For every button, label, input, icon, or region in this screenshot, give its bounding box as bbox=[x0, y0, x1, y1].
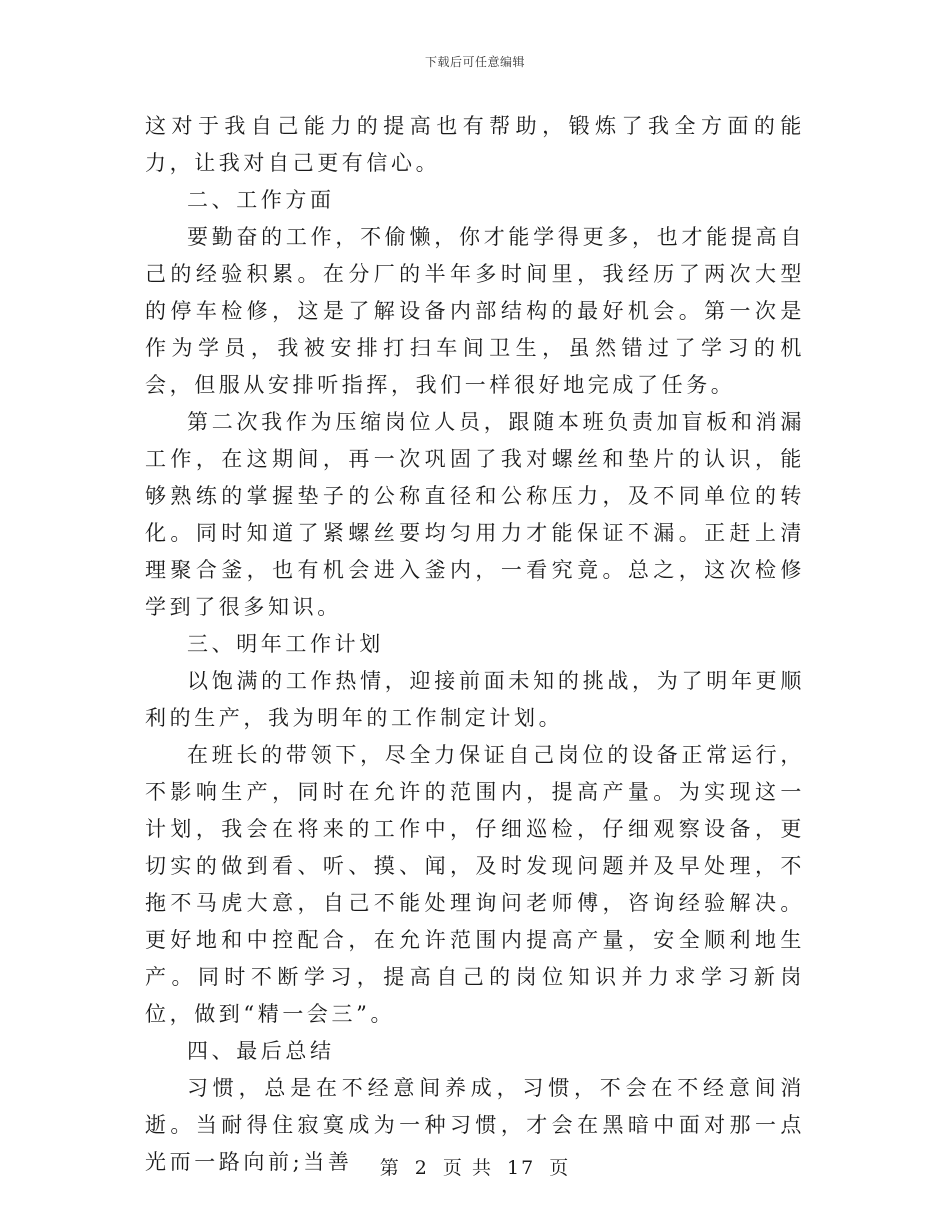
document-body bbox=[145, 108, 805, 1181]
section-heading-next-year-plan: 三、明年工作计划 bbox=[187, 632, 384, 656]
footer-middle: 页 共 bbox=[442, 1157, 493, 1179]
paragraph-summary: 习惯，总是在不经意间养成，习惯，不会在不经意间消逝。当耐得住寂寞成为一种习惯，才会在黑暗中面对那一点光而一路向前;当善 bbox=[145, 1076, 805, 1174]
paragraph-continued: 这对于我自己能力的提高也有帮助，锻炼了我全方面的能力，让我对自己更有信心。 bbox=[145, 114, 805, 175]
footer-suffix: 页 bbox=[549, 1157, 571, 1179]
footer-prefix: 第 bbox=[379, 1157, 401, 1179]
paragraph-second-overhaul: 第二次我作为压缩岗位人员，跟随本班负责加盲板和消漏工作，在这期间，再一次巩固了我对螺丝和垫片的认识，能够熟练的掌握垫子的公称直径和公称压力，及不同单位的转化。同时知道了紧螺丝要均匀用力才能保证不漏。正赶上清理聚合釜，也有机会进入釜内，一看究竟。总之，这次检修学到了很多知识。 bbox=[145, 410, 805, 619]
footer-current-page: 2 bbox=[414, 1157, 429, 1179]
footer-total-pages: 17 bbox=[507, 1157, 536, 1179]
paragraph-work-diligence: 要勤奋的工作，不偷懒，你才能学得更多，也才能提高自己的经验积累。在分厂的半年多时间里，我经历了两次大型的停车检修，这是了解设备内部结构的最好机会。第一次是作为学员，我被安排打扫车间卫生，虽然错过了学习的机会，但服从安排听指挥，我们一样很好地完成了任务。 bbox=[145, 225, 805, 397]
section-heading-work: 二、工作方面 bbox=[187, 188, 335, 212]
section-heading-summary: 四、最后总结 bbox=[187, 1039, 335, 1063]
paragraph-plan-intro: 以饱满的工作热情，迎接前面未知的挑战，为了明年更顺利的生产，我为明年的工作制定计划。 bbox=[145, 669, 805, 730]
page-number-footer bbox=[0, 1153, 950, 1180]
paragraph-plan-details: 在班长的带领下，尽全力保证自己岗位的设备正常运行，不影响生产，同时在允许的范围内，提高产量。为实现这一计划，我会在将来的工作中，仔细巡检，仔细观察设备，更切实的做到看、听、摸、闻，及时发现问题并及早处理，不拖不马虎大意，自己不能处理询问老师傅，咨询经验解决。更好地和中控配合，在允许范围内提高产量，安全顺利地生产。同时不断学习，提高自己的岗位知识并力求学习新岗位，做到“精一会三”。 bbox=[145, 743, 805, 1026]
header-note: 下载后可任意编辑 bbox=[424, 55, 525, 69]
